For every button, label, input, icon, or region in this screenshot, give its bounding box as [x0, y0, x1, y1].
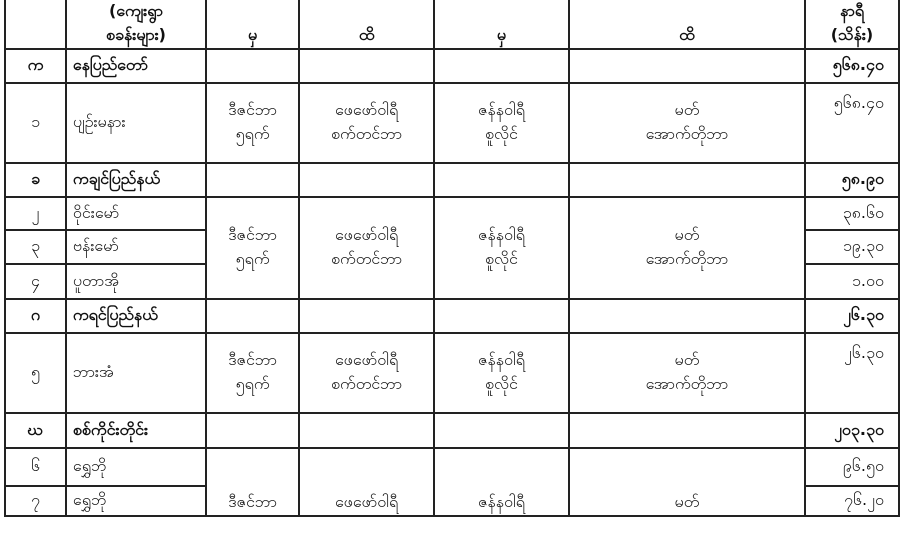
section-row — [5, 163, 899, 197]
section-total: ၂၀၃.၃၀ — [805, 413, 899, 448]
header-num — [5, 0, 66, 49]
to2-cell: မတ် — [569, 448, 805, 516]
from1-cell: ဒီဇင်ဘာ ၅ရက် — [206, 83, 299, 163]
row-value: ၁၉.၃၀ — [805, 230, 899, 264]
section-total: ၅၆၈.၄၀ — [805, 49, 899, 83]
row-value: ၃၈.၆၀ — [805, 197, 899, 230]
row-place: ဘားအံ — [66, 333, 206, 413]
from2-cell: ဇန်နဝါရီ — [434, 448, 569, 516]
from2-cell: ဇန်နဝါရီ စူလိုင် — [434, 197, 569, 299]
header-row — [5, 0, 899, 49]
row-num: ၂ — [5, 197, 66, 230]
to2-cell: မတ် အောက်တိုဘာ — [569, 333, 805, 413]
section-row — [5, 413, 899, 448]
from2-cell: ဇန်နဝါရီ စူလိုင် — [434, 83, 569, 163]
row-num: ၃ — [5, 230, 66, 264]
to2-cell: မတ် အောက်တိုဘာ — [569, 83, 805, 163]
to2-cell: မတ် အောက်တိုဘာ — [569, 197, 805, 299]
header-to1: ထိ — [299, 0, 434, 49]
section-total: ၂၆.၃၀ — [805, 299, 899, 333]
table-row — [5, 333, 899, 413]
header-from2: မှ — [434, 0, 569, 49]
header-place: (ကျေးရွာ စခန်းများ) — [66, 0, 206, 49]
row-place: ပူတာအို — [66, 264, 206, 299]
row-place: ပျဉ်းမနား — [66, 83, 206, 163]
header-to2: ထိ — [569, 0, 805, 49]
table-row — [5, 83, 899, 163]
to1-cell: ဖေဖော်ဝါရီ — [299, 448, 434, 516]
row-num: ၅ — [5, 333, 66, 413]
table-row — [5, 448, 899, 486]
section-name: ကရင်ပြည်နယ် — [66, 299, 206, 333]
outage-table — [4, 0, 900, 517]
section-num: ခ — [5, 163, 66, 197]
row-value: ၉၆.၅၀ — [805, 448, 899, 486]
from2-cell: ဇန်နဝါရီ စူလိုင် — [434, 333, 569, 413]
row-value: ၅၆၈.၄၀ — [805, 83, 899, 163]
row-place: ဗန်းမော် — [66, 230, 206, 264]
section-name: စစ်ကိုင်းတိုင်း — [66, 413, 206, 448]
row-value: ၁.၀၀ — [805, 264, 899, 299]
table-row — [5, 197, 899, 230]
section-num: ဂ — [5, 299, 66, 333]
row-place: ရွှေဘို — [66, 486, 206, 516]
row-value: ၇၆.၂၀ — [805, 486, 899, 516]
row-num: ၄ — [5, 264, 66, 299]
section-name: နေပြည်တော် — [66, 49, 206, 83]
from1-cell: ဒီဇင်ဘာ — [206, 448, 299, 516]
section-row — [5, 299, 899, 333]
section-num: ဃ — [5, 413, 66, 448]
section-total: ၅၈.၉၀ — [805, 163, 899, 197]
header-hours: နာရီ (သိန်း) — [805, 0, 899, 49]
to1-cell: ဖေဖော်ဝါရီ စက်တင်ဘာ — [299, 197, 434, 299]
header-from1: မှ — [206, 0, 299, 49]
row-value: ၂၆.၃၀ — [805, 333, 899, 413]
row-num: ၆ — [5, 448, 66, 486]
row-place: ဝိုင်းမော် — [66, 197, 206, 230]
row-place: ရွှေဘို — [66, 448, 206, 486]
section-name: ကချင်ပြည်နယ် — [66, 163, 206, 197]
row-num: ၇ — [5, 486, 66, 516]
section-row — [5, 49, 899, 83]
section-num: က — [5, 49, 66, 83]
to1-cell: ဖေဖော်ဝါရီ စက်တင်ဘာ — [299, 83, 434, 163]
from1-cell: ဒီဇင်ဘာ ၅ရက် — [206, 333, 299, 413]
to1-cell: ဖေဖော်ဝါရီ စက်တင်ဘာ — [299, 333, 434, 413]
row-num: ၁ — [5, 83, 66, 163]
from1-cell: ဒီဇင်ဘာ ၅ရက် — [206, 197, 299, 299]
